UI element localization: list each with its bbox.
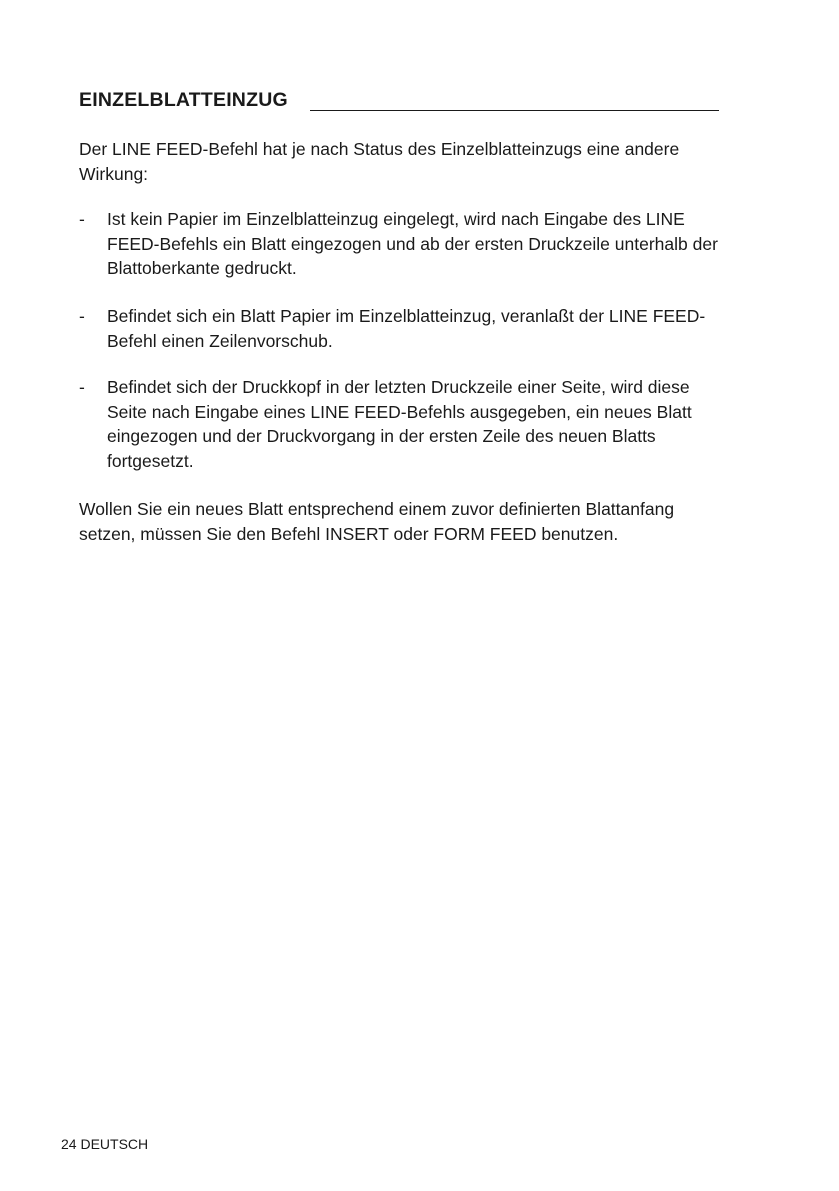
- bullet-dash: -: [79, 209, 85, 229]
- page-footer: [61, 1135, 148, 1153]
- footer-language: DEUTSCH: [80, 1136, 149, 1152]
- list-item-text: Befindet sich der Druckkopf in der letzten Druckzeile einer Seite, wird diese Seite nach Eingabe eines LINE FEED-Befehls ausgegeben, ein neues Blatt eingezogen und der Druckvorgang in der ersten Zeile des neuen Blatts fortgesetzt.: [107, 377, 692, 471]
- section-heading-row: [79, 89, 719, 115]
- intro-paragraph: Der LINE FEED-Befehl hat je nach Status des Einzelblatteinzugs eine andere Wirkung:: [79, 139, 680, 184]
- list-item-text: Ist kein Papier im Einzelblatteinzug eingelegt, wird nach Eingabe des LINE FEED-Befehls ein Blatt eingezogen und ab der ersten Druckzeile unterhalb der Blattoberkante gedruckt.: [107, 209, 718, 278]
- list-item: [79, 207, 729, 287]
- page-number: 24: [61, 1136, 77, 1152]
- bullet-dash: -: [79, 377, 85, 397]
- section-heading: EINZELBLATTEINZUG: [79, 89, 288, 111]
- list-item: [79, 304, 729, 359]
- heading-underline-rule: [310, 110, 719, 111]
- list-item-text: Befindet sich ein Blatt Papier im Einzelblatteinzug, veranlaßt der LINE FEED-Befehl einen Zeilenvorschub.: [107, 306, 706, 351]
- closing-paragraph: Wollen Sie ein neues Blatt entsprechend einem zuvor definierten Blattanfang setzen, müssen Sie den Befehl INSERT oder FORM FEED benutzen.: [79, 499, 675, 544]
- bullet-dash: -: [79, 306, 85, 326]
- list-item: [79, 375, 729, 485]
